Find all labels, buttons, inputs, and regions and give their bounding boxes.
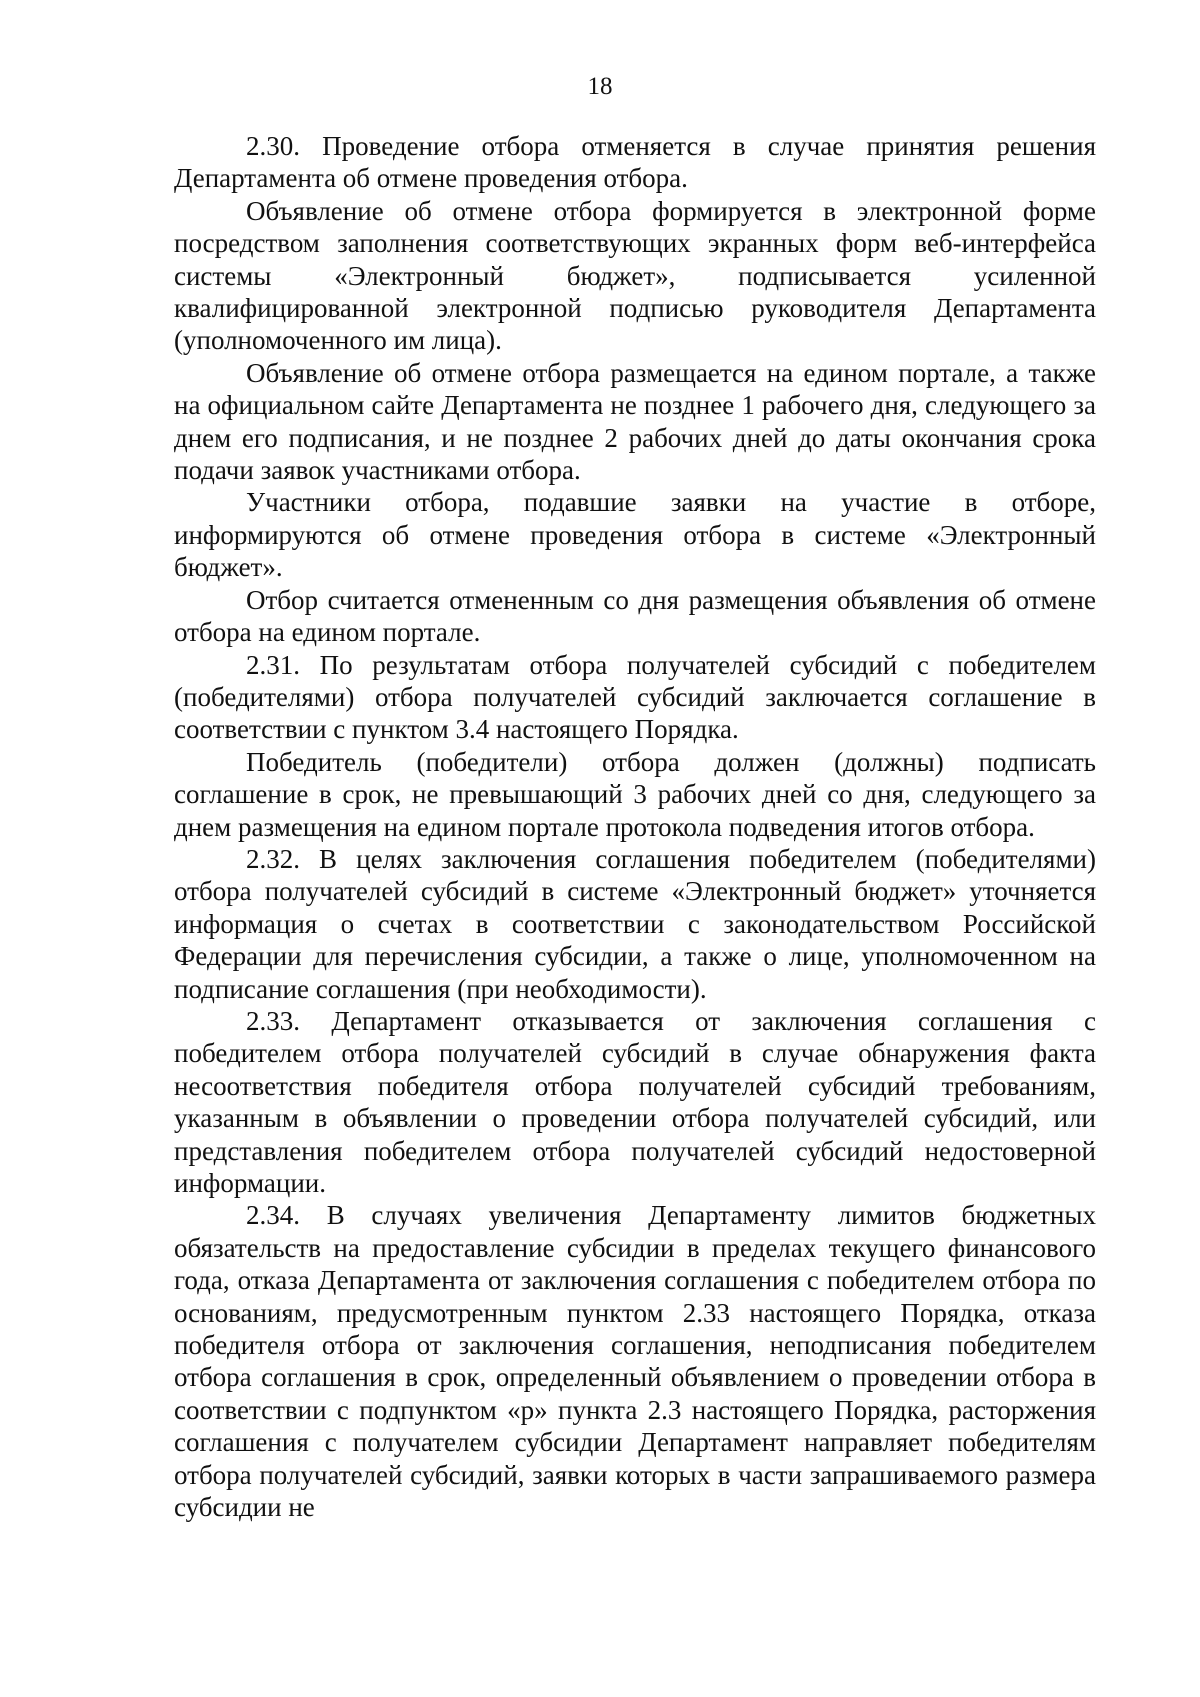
paragraph-2-34: 2.34. В случаях увеличения Департаменту лимитов бюджетных обязательств на предоставление субсидии в пределах текущего финансового года, отказа Департамента от заключения соглашения с победителем отбора по основаниям, предусмотренным пунктом 2.33 настоящего Порядка, отказа победителя отбора от заключения соглашения, неподписания победителем отбора соглашения в срок, определенный объявлением о проведении отбора в соответствии с подпунктом «р» пункта 2.3 настоящего Порядка, расторжения соглашения с получателем субсидии Департамент направляет победителям отбора получателей субсидий, заявки которых в части запрашиваемого размера субсидии не (174, 1200, 1096, 1523)
paragraph-2-30: 2.30. Проведение отбора отменяется в случае принятия решения Департамента об отмене проведения отбора. (174, 131, 1096, 194)
paragraph-winner-signing: Победитель (победители) отбора должен (должны) подписать соглашение в срок, не превышающий 3 рабочих дней со дня, следующего за днем размещения на едином портале протокола подведения итогов отбора. (174, 746, 1096, 842)
paragraph-2-31: 2.31. По результатам отбора получателей субсидий с победителем (победителями) отбора получателей субсидий заключается соглашение в соответствии с пунктом 3.4 настоящего Порядка. (174, 649, 1096, 745)
paragraph-2-33: 2.33. Департамент отказывается от заключения соглашения с победителем отбора получателей субсидий в случае обнаружения факта несоответствия победителя отбора получателей субсидий требованиям, указанным в объявлении о проведении отбора получателей субсидий, или представления победителем отбора получателей субсидий недостоверной информации. (174, 1005, 1096, 1198)
paragraph-participants-informed: Участники отбора, подавшие заявки на участие в отборе, информируются об отмене проведения отбора в системе «Электронный бюджет». (174, 487, 1096, 583)
document-body (174, 130, 1096, 1523)
paragraph-cancel-announcement-form: Объявление об отмене отбора формируется в электронной форме посредством заполнения соответствующих экранных форм веб-интерфейса системы «Электронный бюджет», подписывается усиленной квалифицированной электронной подписью руководителя Департамента (уполномоченного им лица). (174, 195, 1096, 356)
page-number: 18 (587, 73, 613, 100)
paragraph-2-32: 2.32. В целях заключения соглашения победителем (победителями) отбора получателей субсидий в системе «Электронный бюджет» уточняется информация о счетах в соответствии с законодательством Российской Федерации для перечисления субсидии, а также о лице, уполномоченном на подписание соглашения (при необходимости). (174, 843, 1096, 1004)
paragraph-cancel-announcement-posting: Объявление об отмене отбора размещается на едином портале, а также на официальном сайте Департамента не позднее 1 рабочего дня, следующего за днем его подписания, и не позднее 2 рабочих дней до даты окончания срока подачи заявок участниками отбора. (174, 357, 1096, 486)
paragraph-selection-cancelled: Отбор считается отмененным со дня размещения объявления об отмене отбора на едином портале. (174, 584, 1096, 648)
